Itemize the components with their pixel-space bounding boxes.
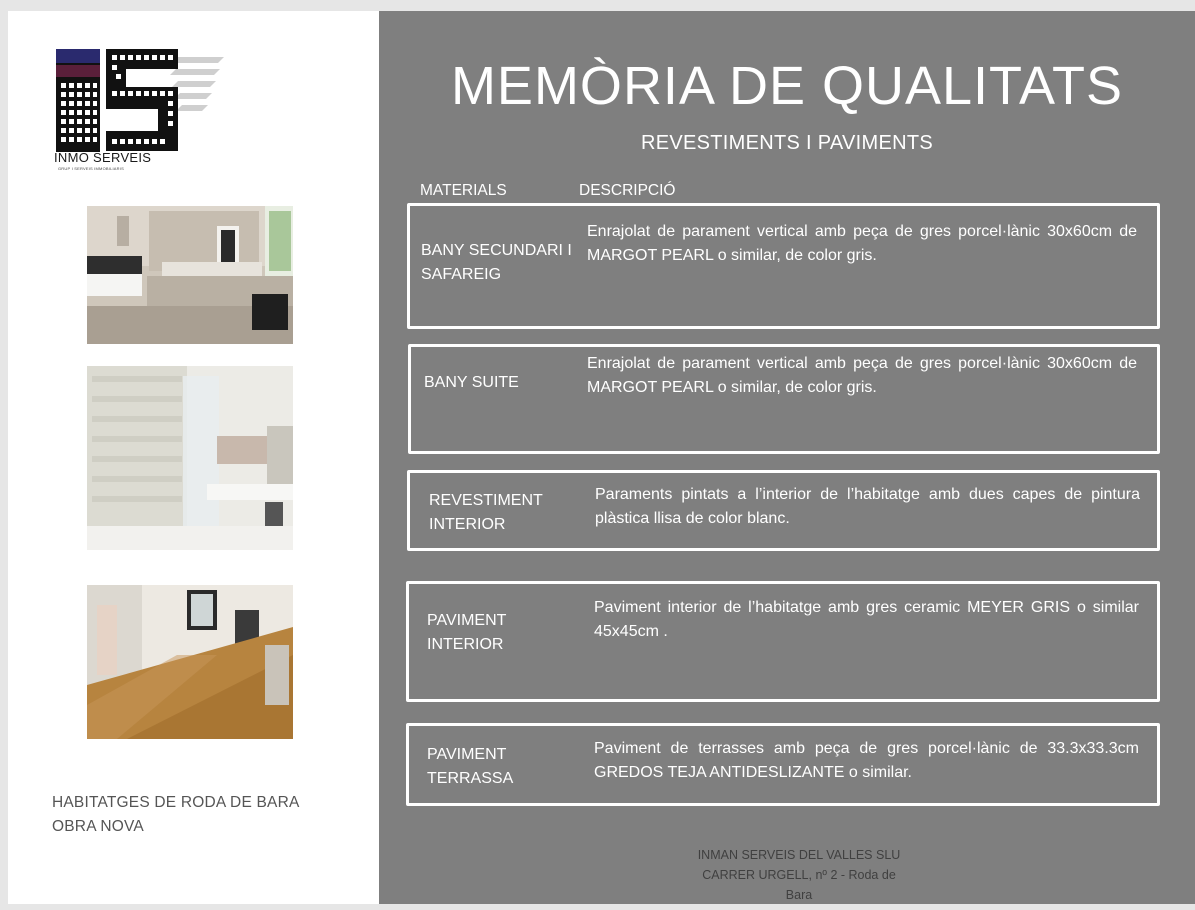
header-description: DESCRIPCIÓ: [579, 182, 676, 199]
row-material: BANY SUITE: [424, 374, 519, 391]
row-material: PAVIMENT TERRASSA: [427, 746, 514, 787]
row-description: Paviment interior de l’habitatge amb gres ceramic MEYER GRIS o similar 45x45cm .: [594, 599, 1139, 640]
project-line-1: HABITATGES DE RODA DE BARA: [52, 794, 300, 811]
footer-line-3: Bara: [785, 888, 813, 902]
page-subtitle: REVESTIMENTS I PAVIMENTS: [640, 132, 934, 154]
brand-tagline: GRUP I SERVEIS IMMOBILIARIS: [58, 166, 124, 171]
row-description: Paviment de terrasses amb peça de gres porcel·lànic de 33.3x33.3cm GREDOS TEJA ANTIDESLIZANTE o similar.: [594, 740, 1139, 781]
document-page: [8, 11, 1195, 904]
header-materials: MATERIALS: [420, 182, 507, 199]
row-material: PAVIMENT INTERIOR: [427, 612, 507, 653]
footer-company: [679, 845, 919, 905]
page-title: MEMÒRIA DE QUALITATS: [450, 56, 1124, 116]
project-line-2: OBRA NOVA: [52, 818, 144, 835]
footer-line-1: INMAN SERVEIS DEL VALLES SLU: [697, 848, 901, 862]
row-material: BANY SECUNDARI I SAFAREIG: [421, 242, 572, 283]
brand-name: INMO SERVEIS: [54, 150, 152, 165]
row-description: Enrajolat de parament vertical amb peça de gres porcel·lànic 30x60cm de MARGOT PEARL o similar, de color gris.: [587, 223, 1137, 264]
shower-photo: [87, 366, 293, 550]
floor-photo: [87, 585, 293, 739]
row-description: Enrajolat de parament vertical amb peça de gres porcel·lànic 30x60cm de MARGOT PEARL o similar, de color gris.: [587, 355, 1137, 396]
qualities-panel: [379, 11, 1195, 904]
row-material: REVESTIMENT INTERIOR: [429, 492, 543, 533]
left-column: [8, 11, 379, 904]
bathroom-photo: [87, 206, 293, 344]
project-name: [52, 791, 300, 839]
footer-line-2: CARRER URGELL, nº 2 - Roda de: [702, 868, 896, 882]
row-description: Paraments pintats a l’interior de l’habitatge amb dues capes de pintura plàstica llisa de color blanc.: [595, 486, 1140, 527]
